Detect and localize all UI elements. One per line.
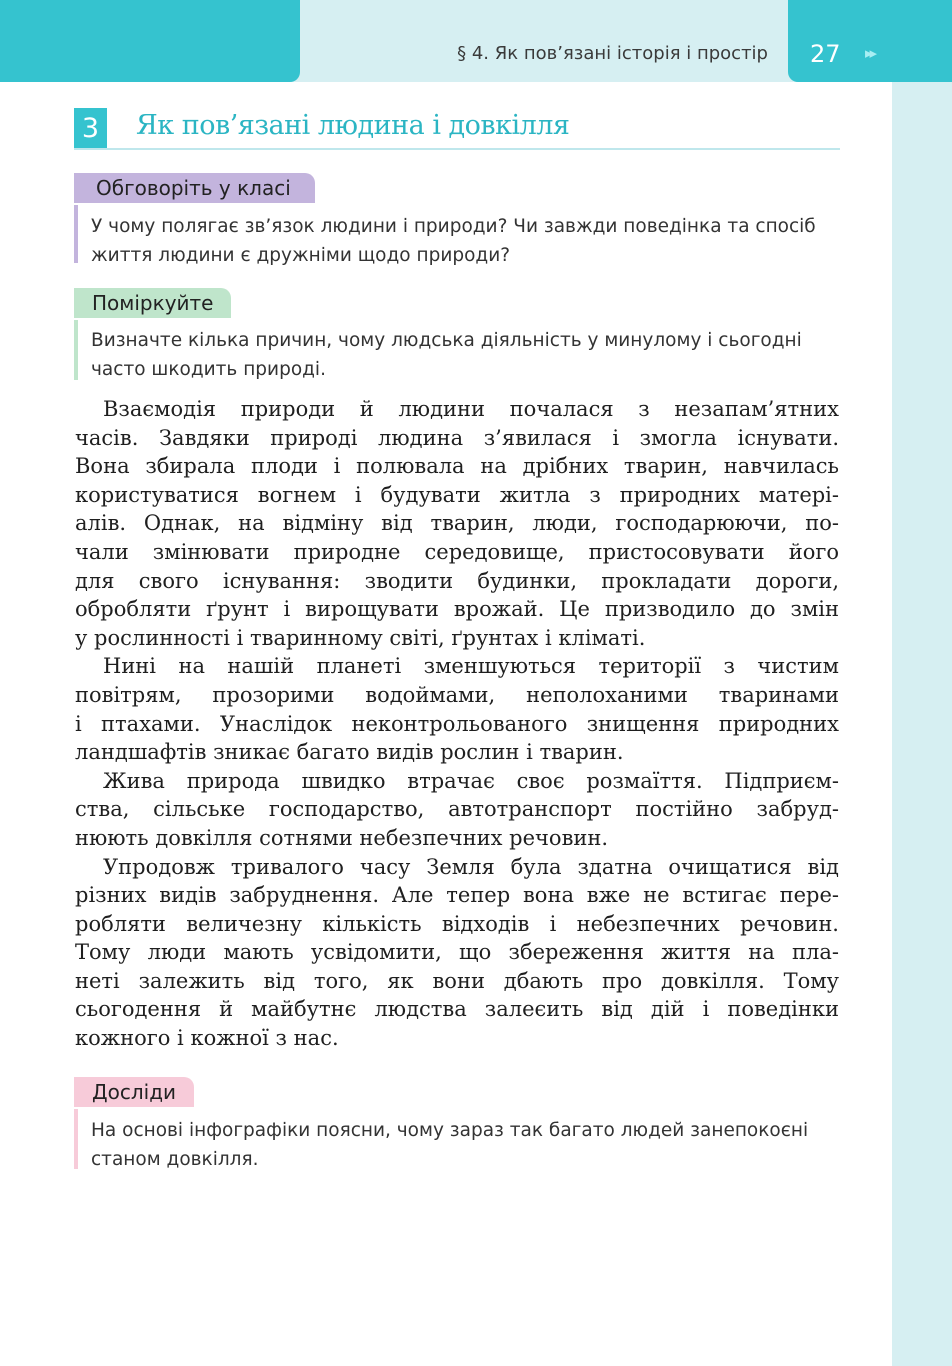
text-line: повітрям, прозорими водоймами, неполоханими тваринами [75, 682, 839, 707]
paragraph [75, 395, 839, 652]
research-bar [74, 1109, 78, 1169]
research-text [91, 1116, 841, 1174]
paragraph [75, 767, 839, 853]
text-line: для свого існування: зводити будинки, прокладати дороги, [75, 568, 839, 593]
text-line: неті залежить від того, як вони дбають про довкілля. Тому [75, 968, 839, 993]
think-bar [74, 320, 78, 380]
research-label: Досліди [74, 1077, 194, 1107]
text-line: різних видів забруднення. Але тепер вона вже не встигає пере- [75, 883, 839, 908]
section-title: Як пов’язані людина і довкілля [136, 110, 570, 141]
text-line: у рослинності і тваринному світі, ґрунтах і кліматі. [75, 625, 646, 650]
think-label: Поміркуйте [74, 288, 231, 318]
paragraph [75, 853, 839, 1053]
text-line: часів. Завдяки природі людина з’явилася і змогла існувати. [75, 425, 839, 450]
text-line: Упродовж тривалого часу Земля була здатна очищатися від [103, 854, 839, 879]
page-number: 27 [810, 40, 841, 68]
research-line: станом довкілля. [91, 1149, 259, 1170]
running-header-title: § 4. Як пов’язані історія і простір [457, 43, 768, 64]
text-line: сьогодення й майбутнє людства залеєить від дій і поведінки [75, 997, 839, 1022]
text-line: Нині на нашій планеті зменшуються території з чистим [103, 654, 839, 679]
text-line: робляти величезну кількість відходів і небезпечних речовин. [75, 911, 839, 936]
section-number: 3 [74, 108, 107, 148]
text-line: нюють довкілля сотнями небезпечних речовин. [75, 825, 609, 850]
header-accent-left [0, 0, 300, 82]
discuss-line: У чому полягає зв’язок людини і природи? Чи завжди поведінка та спосіб [91, 216, 816, 237]
text-line: Жива природа швидко втрачає своє розмаїття. Підприєм- [103, 768, 839, 793]
text-line: ства, сільське господарство, автотранспорт постійно забруд- [75, 797, 839, 822]
discuss-label: Обговоріть у класі [74, 173, 315, 203]
double-arrow-icon: ▸▸ [865, 44, 875, 62]
discuss-line: життя людини є дружніми щодо природи? [91, 245, 511, 266]
discuss-bar [74, 205, 78, 263]
text-line: і птахами. Унаслідок неконтрольованого знищення природних [75, 711, 839, 736]
text-line: користуватися вогнем і будувати житла з природних матері- [75, 482, 839, 507]
discuss-text [91, 212, 841, 270]
text-line: ландшафтів зникає багато видів рослин і тварин. [75, 740, 624, 765]
research-line: На основі інфографіки поясни, чому зараз так багато людей занепокоєні [91, 1120, 809, 1141]
think-line: Визначте кілька причин, чому людська діяльність у минулому і сьогодні [91, 330, 802, 351]
text-line: обробляти ґрунт і вирощувати врожай. Це призводило до змін [75, 597, 839, 622]
text-line: Вона збирала плоди і полювала на дрібних тварин, навчилась [75, 454, 839, 479]
text-line: Тому люди мають усвідомити, що збереження життя на пла- [75, 940, 839, 965]
paragraph [75, 652, 839, 766]
text-line: чали змінювати природне середовище, пристосовувати його [75, 539, 839, 564]
section-divider [74, 148, 840, 150]
text-line: Взаємодія природи й людини почалася з незапам’ятних [103, 397, 839, 421]
text-line: кожного і кожної з нас. [75, 1026, 339, 1051]
right-margin-strip [892, 82, 952, 1366]
think-line: часто шкодить природі. [91, 359, 326, 380]
text-line: алів. Однак, на відміну від тварин, люди, господарюючи, по- [75, 511, 839, 536]
think-text [91, 326, 841, 384]
body-text [75, 395, 839, 1053]
